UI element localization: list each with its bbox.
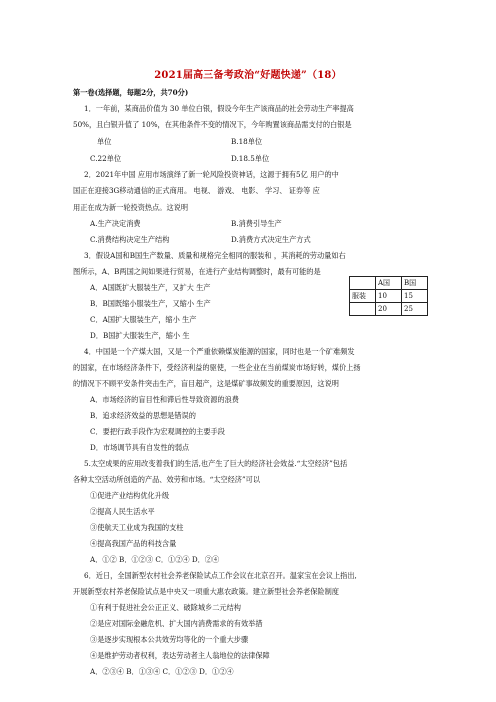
text-line: 3．假设A国和B国生产数量、质量和规格完全相同的服装和 ，其消耗的劳动量如右 (84, 251, 346, 260)
text-line: 的情况下不顾平安条件突击生产，盲目超产，这是煤矿事故频发的重要原因，这说明 (73, 379, 339, 388)
table-row (350, 277, 428, 290)
option-a: A.生产决定消费 (90, 219, 141, 228)
option-b: B．追求经济效益的思想是错误的 (90, 411, 196, 420)
table-cell: 25 (402, 303, 428, 316)
table-cell (350, 277, 376, 290)
list-item: ②是应对国际金融危机、扩大国内消费需求的有效举措 (90, 619, 263, 628)
option-d: D．B国扩大服装生产，缩小 生 (90, 331, 190, 340)
option-b: B.消费引导生产 (231, 219, 282, 228)
table-row (350, 290, 428, 303)
text-line: 开展新型农村养老保险试点是中央又一项重大惠农政策。建立新型社会养老保险制度 (73, 587, 339, 596)
table-row (350, 303, 428, 316)
table-cell: 10 (376, 290, 402, 303)
labor-table (349, 276, 428, 316)
list-item: ④提高我国产品的科技含量 (90, 539, 177, 548)
table-cell: 15 (402, 290, 428, 303)
option-a: A．A国既扩大服装生产，又扩大 生产 (90, 283, 211, 292)
text-line: 4．中国是一个产煤大国，又是一个严重依赖煤炭能源的国家，同时也是一个矿难频发 (84, 347, 355, 356)
text-line: 图所示，A、B两国之间如果进行贸易，在进行产业结构调整时，最有可能的是 (73, 267, 321, 276)
list-item: ③是逐步实现根本公共效劳均等化的一个重大步骤 (90, 635, 249, 644)
text-line: 的国家，在市场经济条件下，受经济利益的驱使，一些企业在当前煤炭市场好转，煤价上扬 (73, 363, 361, 372)
text-line: 5.太空成果的应用改变着我们的生活,也产生了巨大的经济社会效益.“太空经济”包括 (84, 459, 348, 468)
option-b: B.18单位 (231, 137, 263, 146)
table-cell (350, 303, 376, 316)
list-item: ③使航天工业成为我国的支柱 (90, 523, 184, 532)
text-line: 用正在成为新一轮投资热点。这说明 (73, 203, 189, 212)
option-d: D.消费方式决定生产方式 (231, 235, 311, 244)
option-d: D．市场调节具有自发性的弱点 (90, 443, 190, 452)
option-c: C．要把行政手段作为宏观调控的主要手段 (90, 427, 225, 436)
text-line: 50%，且白银升值了 10%，在其他条件不变的情况下，今年购置该商品需支付的白银是 (73, 120, 352, 129)
answer-options: A．①② B．①②③ C．①②④ D．②④ (90, 555, 220, 564)
option-c: C.22单位 (90, 154, 122, 163)
list-item: ②提高人民生活水平 (90, 507, 155, 516)
table-cell: B国 (402, 277, 428, 290)
option-b: B．B国既缩小服装生产，又缩小 生产 (90, 299, 211, 308)
list-item: ①有利于促进社会公正正义、破除城乡二元结构 (90, 603, 241, 612)
option-a: A．市场经济的盲目性和滞后性导致资源的浪费 (90, 395, 239, 404)
text-line: 6．近日，全国新型农村社会养老保险试点工作会议在北京召开。温家宝在会议上指出, (84, 571, 357, 580)
table-cell: 20 (376, 303, 402, 316)
table-cell: A国 (376, 277, 402, 290)
text-line: 1．一年前，某商品价值为 30 单位白银，假设今年生产该商品的社会劳动生产率提高 (84, 104, 354, 113)
option-c: C．A国扩大服装生产，缩小 生产 (90, 315, 197, 324)
text-line: 2．2021年中国 应用市场演绎了新一轮风险投资神话，这源于拥有5亿 用户的中 (84, 170, 339, 179)
document-title: 2021届高三备考政治“好题快递”（18） (154, 70, 342, 81)
list-item: ①促进产业结构优化升级 (90, 491, 170, 500)
answer-options: A．②③④ B．①③④ C．①②③ D．①②④ (90, 667, 234, 676)
table-cell: 服装 (350, 290, 376, 303)
option-a: 单位 (97, 137, 112, 146)
option-c: C.消费结构决定生产结构 (90, 235, 170, 244)
text-line: 国正在迎接3G移动通信的正式商用。 电视、 游戏、 电影、 学习、 证券等 应 (73, 186, 320, 195)
text-line: 各种太空活动所创造的产品、效劳和市场。“太空经济”可以 (73, 475, 261, 484)
section-heading: 第一卷(选择题，每题2分，共70分) (73, 88, 189, 97)
list-item: ④是维护劳动者权利，表达劳动者主人翁地位的法律保障 (90, 651, 270, 660)
option-d: D.18.5单位 (231, 154, 270, 163)
